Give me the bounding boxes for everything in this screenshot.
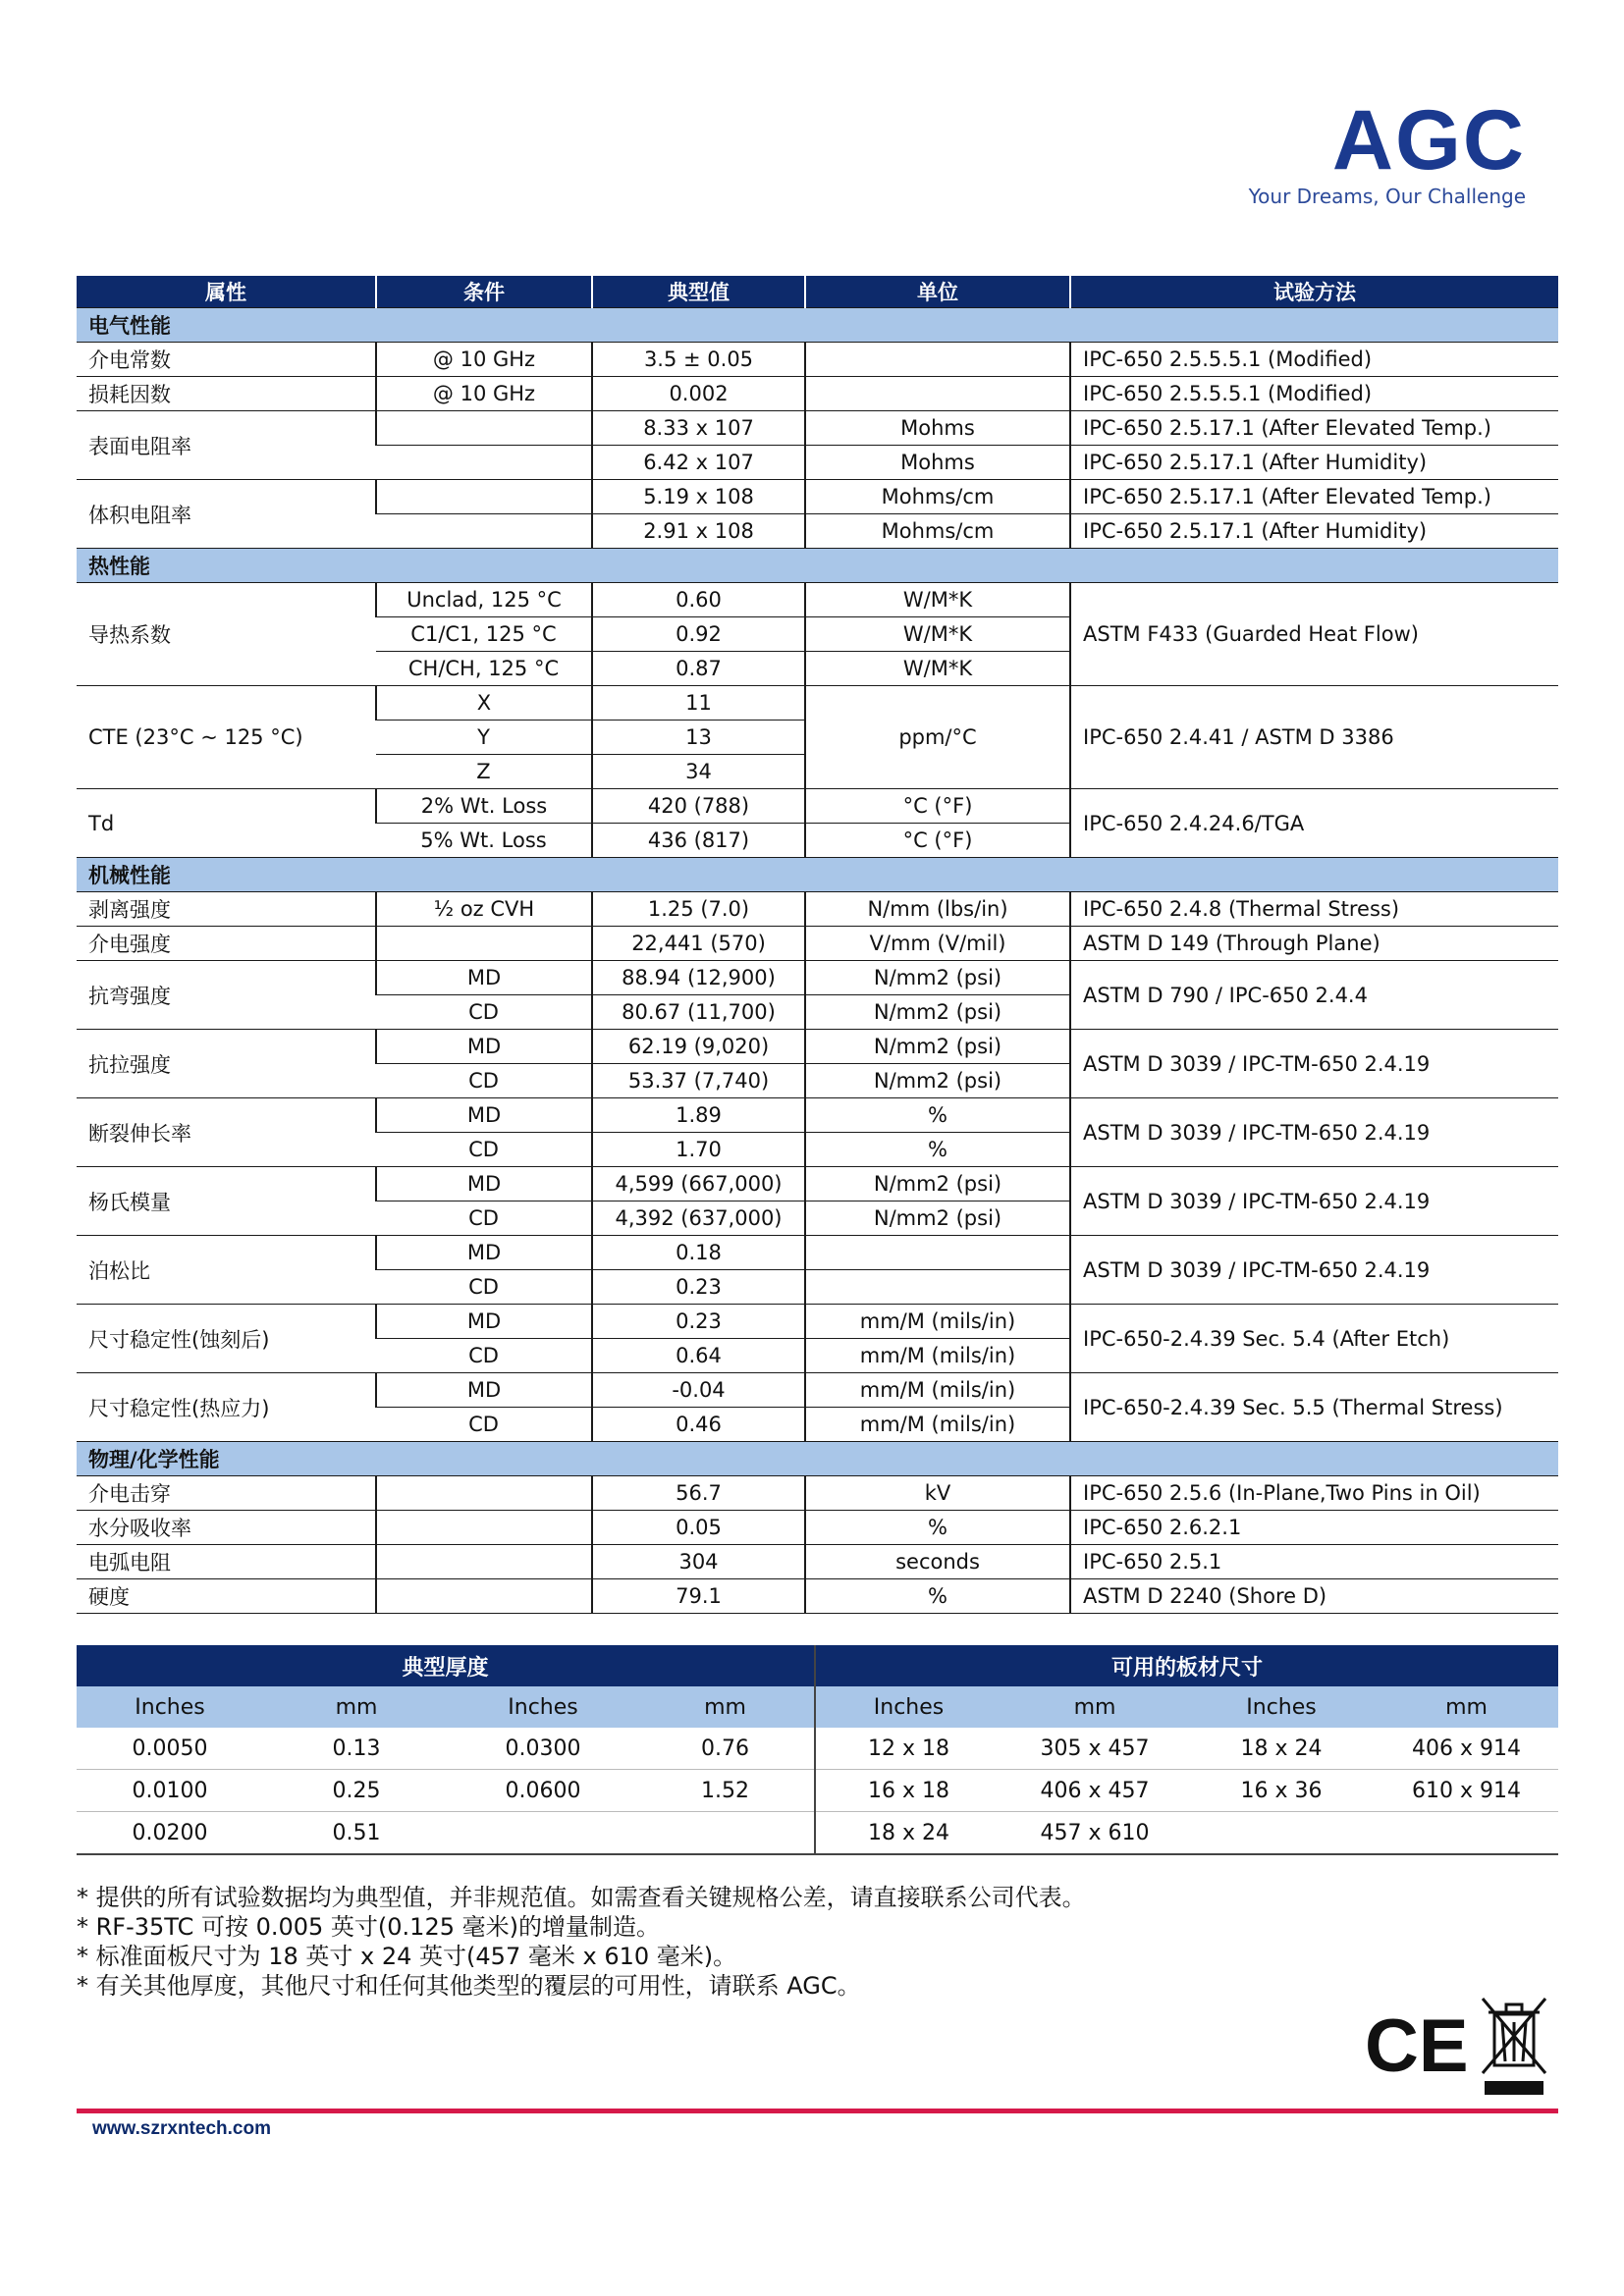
unit: °C (°F) xyxy=(805,789,1070,824)
test-method: IPC-650 2.4.41 / ASTM D 3386 xyxy=(1070,686,1558,789)
unit: N/mm2 (psi) xyxy=(805,961,1070,995)
condition xyxy=(376,1511,592,1545)
typical-value: 8.33 x 107 xyxy=(592,411,805,446)
table-row xyxy=(77,1236,1558,1270)
unit-subheader: mm xyxy=(263,1686,450,1728)
property-name: CTE (23°C ~ 125 °C) xyxy=(77,686,376,789)
property-name: 介电击穿 xyxy=(77,1476,376,1511)
section-title: 电气性能 xyxy=(77,308,1558,343)
panel-size-value: 16 x 18 xyxy=(815,1770,1001,1812)
property-name: 表面电阻率 xyxy=(77,411,376,480)
section-title: 热性能 xyxy=(77,549,1558,583)
condition: MD xyxy=(376,1030,592,1064)
panel-size-value xyxy=(1375,1812,1558,1855)
footer-url[interactable]: www.szrxntech.com xyxy=(92,2118,271,2139)
test-method: IPC-650-2.4.39 Sec. 5.5 (Thermal Stress) xyxy=(1070,1373,1558,1442)
condition: MD xyxy=(376,1236,592,1270)
table-row xyxy=(77,1545,1558,1579)
property-name: 尺寸稳定性(蚀刻后) xyxy=(77,1305,376,1373)
typical-value: 0.18 xyxy=(592,1236,805,1270)
panel-size-value: 406 x 457 xyxy=(1001,1770,1188,1812)
typical-value: 53.37 (7,740) xyxy=(592,1064,805,1098)
thickness-size-table xyxy=(77,1645,1558,1855)
test-method: ASTM D 3039 / IPC-TM-650 2.4.19 xyxy=(1070,1098,1558,1167)
typical-value: 80.67 (11,700) xyxy=(592,995,805,1030)
typical-value: 0.23 xyxy=(592,1305,805,1339)
condition: Unclad, 125 °C xyxy=(376,583,592,617)
condition xyxy=(376,514,592,549)
panel-size-value: 305 x 457 xyxy=(1001,1728,1188,1770)
unit: W/M*K xyxy=(805,652,1070,686)
condition: MD xyxy=(376,1167,592,1201)
typical-value: 22,441 (570) xyxy=(592,927,805,961)
typical-value: 0.23 xyxy=(592,1270,805,1305)
table-row xyxy=(77,343,1558,377)
properties-table xyxy=(77,276,1558,1614)
test-method: ASTM F433 (Guarded Heat Flow) xyxy=(1070,583,1558,686)
table-row xyxy=(77,1098,1558,1133)
condition: X xyxy=(376,686,592,721)
property-name: 抗拉强度 xyxy=(77,1030,376,1098)
table-row xyxy=(77,892,1558,927)
condition: CD xyxy=(376,1408,592,1442)
condition: 5% Wt. Loss xyxy=(376,824,592,858)
condition xyxy=(376,1476,592,1511)
table-row xyxy=(77,1579,1558,1614)
typical-value: 62.19 (9,020) xyxy=(592,1030,805,1064)
property-name: 水分吸收率 xyxy=(77,1511,376,1545)
condition: C1/C1, 125 °C xyxy=(376,617,592,652)
condition: Y xyxy=(376,721,592,755)
unit: Mohms/cm xyxy=(805,514,1070,549)
test-method: IPC-650 2.5.5.5.1 (Modified) xyxy=(1070,377,1558,411)
test-method: IPC-650 2.5.1 xyxy=(1070,1545,1558,1579)
condition xyxy=(376,1545,592,1579)
unit-subheader: mm xyxy=(1001,1686,1188,1728)
section-title: 机械性能 xyxy=(77,858,1558,892)
panel-size-value: 18 x 24 xyxy=(1188,1728,1375,1770)
typical-value: -0.04 xyxy=(592,1373,805,1408)
thickness-value: 0.0300 xyxy=(450,1728,636,1770)
unit: % xyxy=(805,1579,1070,1614)
condition: 2% Wt. Loss xyxy=(376,789,592,824)
property-name: 介电强度 xyxy=(77,927,376,961)
typical-value: 56.7 xyxy=(592,1476,805,1511)
panel-size-value xyxy=(1188,1812,1375,1855)
table-row xyxy=(77,1167,1558,1201)
condition: CD xyxy=(376,1270,592,1305)
table-row xyxy=(77,1812,1558,1855)
typical-value: 420 (788) xyxy=(592,789,805,824)
unit: % xyxy=(805,1511,1070,1545)
table-row xyxy=(77,1305,1558,1339)
panel-size-value: 457 x 610 xyxy=(1001,1812,1188,1855)
unit: mm/M (mils/in) xyxy=(805,1339,1070,1373)
column-header: 典型值 xyxy=(592,276,805,308)
weee-bin-icon xyxy=(1483,1999,1545,2073)
typical-value: 11 xyxy=(592,686,805,721)
typical-value: 0.64 xyxy=(592,1339,805,1373)
unit: Mohms xyxy=(805,446,1070,480)
property-name: 体积电阻率 xyxy=(77,480,376,549)
typical-thickness-title: 典型厚度 xyxy=(77,1645,815,1686)
typical-value: 34 xyxy=(592,755,805,789)
typical-value: 1.70 xyxy=(592,1133,805,1167)
unit: Mohms/cm xyxy=(805,480,1070,514)
table-row xyxy=(77,1770,1558,1812)
typical-value: 6.42 x 107 xyxy=(592,446,805,480)
typical-value: 79.1 xyxy=(592,1579,805,1614)
panel-size-value: 12 x 18 xyxy=(815,1728,1001,1770)
unit: N/mm2 (psi) xyxy=(805,1167,1070,1201)
unit: mm/M (mils/in) xyxy=(805,1305,1070,1339)
property-name: 硬度 xyxy=(77,1579,376,1614)
test-method: IPC-650-2.4.39 Sec. 5.4 (After Etch) xyxy=(1070,1305,1558,1373)
typical-value: 0.05 xyxy=(592,1511,805,1545)
condition: MD xyxy=(376,1373,592,1408)
footnote: * 有关其他厚度，其他尺寸和任何其他类型的覆层的可用性，请联系 AGC。 xyxy=(77,1972,861,2000)
panel-size-value: 18 x 24 xyxy=(815,1812,1001,1855)
condition: CD xyxy=(376,1064,592,1098)
typical-value: 0.92 xyxy=(592,617,805,652)
footnote: * RF-35TC 可按 0.005 英寸(0.125 毫米)的增量制造。 xyxy=(77,1913,660,1941)
thickness-value: 0.0100 xyxy=(77,1770,263,1812)
condition: CD xyxy=(376,1133,592,1167)
thickness-value: 1.52 xyxy=(636,1770,815,1812)
property-name: 剥离强度 xyxy=(77,892,376,927)
condition: CD xyxy=(376,1201,592,1236)
condition xyxy=(376,927,592,961)
table-row xyxy=(77,927,1558,961)
condition: MD xyxy=(376,1098,592,1133)
typical-value: 0.60 xyxy=(592,583,805,617)
unit xyxy=(805,1270,1070,1305)
property-name: 电弧电阻 xyxy=(77,1545,376,1579)
table-row xyxy=(77,583,1558,617)
condition: Z xyxy=(376,755,592,789)
panel-size-value: 406 x 914 xyxy=(1375,1728,1558,1770)
unit: N/mm2 (psi) xyxy=(805,1064,1070,1098)
test-method: IPC-650 2.5.17.1 (After Humidity) xyxy=(1070,446,1558,480)
compliance-marks xyxy=(1365,1993,1561,2105)
test-method: ASTM D 790 / IPC-650 2.4.4 xyxy=(1070,961,1558,1030)
agc-logo xyxy=(1248,93,1526,208)
property-name: 泊松比 xyxy=(77,1236,376,1305)
unit: W/M*K xyxy=(805,583,1070,617)
column-header: 属性 xyxy=(77,276,376,308)
typical-value: 0.46 xyxy=(592,1408,805,1442)
table-row xyxy=(77,377,1558,411)
thickness-value xyxy=(450,1812,636,1855)
test-method: IPC-650 2.5.17.1 (After Humidity) xyxy=(1070,514,1558,549)
typical-value: 3.5 ± 0.05 xyxy=(592,343,805,377)
condition: CD xyxy=(376,995,592,1030)
footnote: * 提供的所有试验数据均为典型值，并非规范值。如需查看关键规格公差，请直接联系公司代表。 xyxy=(77,1884,1086,1911)
table-row xyxy=(77,1373,1558,1408)
test-method: ASTM D 3039 / IPC-TM-650 2.4.19 xyxy=(1070,1236,1558,1305)
unit: N/mm2 (psi) xyxy=(805,1030,1070,1064)
condition: MD xyxy=(376,961,592,995)
test-method: IPC-650 2.5.17.1 (After Elevated Temp.) xyxy=(1070,480,1558,514)
typical-value: 2.91 x 108 xyxy=(592,514,805,549)
ce-weee-icon xyxy=(1365,1993,1561,2101)
unit: W/M*K xyxy=(805,617,1070,652)
thickness-value: 0.51 xyxy=(263,1812,450,1855)
table-row xyxy=(77,1030,1558,1064)
typical-value: 4,599 (667,000) xyxy=(592,1167,805,1201)
unit: Mohms xyxy=(805,411,1070,446)
condition: @ 10 GHz xyxy=(376,343,592,377)
condition xyxy=(376,480,592,514)
thickness-value: 0.25 xyxy=(263,1770,450,1812)
test-method: ASTM D 149 (Through Plane) xyxy=(1070,927,1558,961)
footnotes xyxy=(77,1883,1086,2001)
property-name: 断裂伸长率 xyxy=(77,1098,376,1167)
unit: seconds xyxy=(805,1545,1070,1579)
condition: CD xyxy=(376,1339,592,1373)
unit: N/mm2 (psi) xyxy=(805,995,1070,1030)
thickness-value: 0.76 xyxy=(636,1728,815,1770)
table-row xyxy=(77,480,1558,514)
panel-size-value: 610 x 914 xyxy=(1375,1770,1558,1812)
test-method: ASTM D 2240 (Shore D) xyxy=(1070,1579,1558,1614)
unit: N/mm (lbs/in) xyxy=(805,892,1070,927)
logo-tagline: Your Dreams, Our Challenge xyxy=(1248,185,1526,208)
footer-rule xyxy=(77,2109,1558,2113)
thickness-value: 0.0600 xyxy=(450,1770,636,1812)
thickness-value xyxy=(636,1812,815,1855)
unit: kV xyxy=(805,1476,1070,1511)
unit-subheader: Inches xyxy=(815,1686,1001,1728)
table-row xyxy=(77,961,1558,995)
column-header: 单位 xyxy=(805,276,1070,308)
column-header: 条件 xyxy=(376,276,592,308)
table-row xyxy=(77,1476,1558,1511)
table-row xyxy=(77,789,1558,824)
test-method: ASTM D 3039 / IPC-TM-650 2.4.19 xyxy=(1070,1030,1558,1098)
unit xyxy=(805,343,1070,377)
unit-subheader: Inches xyxy=(1188,1686,1375,1728)
thickness-value: 0.0050 xyxy=(77,1728,263,1770)
table-row xyxy=(77,1728,1558,1770)
unit-subheader: Inches xyxy=(77,1686,263,1728)
typical-value: 5.19 x 108 xyxy=(592,480,805,514)
property-name: 损耗因数 xyxy=(77,377,376,411)
typical-value: 304 xyxy=(592,1545,805,1579)
property-name: Td xyxy=(77,789,376,858)
condition: @ 10 GHz xyxy=(376,377,592,411)
property-name: 尺寸稳定性(热应力) xyxy=(77,1373,376,1442)
test-method: IPC-650 2.5.6 (In-Plane,Two Pins in Oil) xyxy=(1070,1476,1558,1511)
property-name: 导热系数 xyxy=(77,583,376,686)
test-method: IPC-650 2.4.8 (Thermal Stress) xyxy=(1070,892,1558,927)
condition: MD xyxy=(376,1305,592,1339)
test-method: ASTM D 3039 / IPC-TM-650 2.4.19 xyxy=(1070,1167,1558,1236)
condition xyxy=(376,1579,592,1614)
typical-value: 0.87 xyxy=(592,652,805,686)
unit: mm/M (mils/in) xyxy=(805,1408,1070,1442)
thickness-value: 0.0200 xyxy=(77,1812,263,1855)
unit: °C (°F) xyxy=(805,824,1070,858)
unit: mm/M (mils/in) xyxy=(805,1373,1070,1408)
unit: ppm/°C xyxy=(805,686,1070,789)
condition: CH/CH, 125 °C xyxy=(376,652,592,686)
property-name: 介电常数 xyxy=(77,343,376,377)
unit: V/mm (V/mil) xyxy=(805,927,1070,961)
table-row xyxy=(77,411,1558,446)
table-row xyxy=(77,686,1558,721)
column-header: 试验方法 xyxy=(1070,276,1558,308)
condition: ½ oz CVH xyxy=(376,892,592,927)
unit xyxy=(805,377,1070,411)
condition xyxy=(376,446,592,480)
property-name: 杨氏模量 xyxy=(77,1167,376,1236)
typical-value: 88.94 (12,900) xyxy=(592,961,805,995)
table-row xyxy=(77,1511,1558,1545)
ce-mark: CE xyxy=(1365,2004,1469,2088)
panel-size-value: 16 x 36 xyxy=(1188,1770,1375,1812)
typical-value: 1.89 xyxy=(592,1098,805,1133)
typical-value: 1.25 (7.0) xyxy=(592,892,805,927)
section-title: 物理/化学性能 xyxy=(77,1442,1558,1476)
typical-value: 13 xyxy=(592,721,805,755)
footnote: * 标准面板尺寸为 18 英寸 x 24 英寸(457 毫米 x 610 毫米)。 xyxy=(77,1943,737,1970)
unit: % xyxy=(805,1098,1070,1133)
typical-value: 0.002 xyxy=(592,377,805,411)
logo-mark: AGC xyxy=(1331,93,1526,187)
unit-subheader: mm xyxy=(1375,1686,1558,1728)
unit: % xyxy=(805,1133,1070,1167)
test-method: IPC-650 2.5.5.5.1 (Modified) xyxy=(1070,343,1558,377)
unit: N/mm2 (psi) xyxy=(805,1201,1070,1236)
unit-subheader: Inches xyxy=(450,1686,636,1728)
test-method: IPC-650 2.6.2.1 xyxy=(1070,1511,1558,1545)
typical-value: 436 (817) xyxy=(592,824,805,858)
unit-subheader: mm xyxy=(636,1686,815,1728)
thickness-value: 0.13 xyxy=(263,1728,450,1770)
condition xyxy=(376,411,592,446)
typical-value: 4,392 (637,000) xyxy=(592,1201,805,1236)
panel-size-title: 可用的板材尺寸 xyxy=(815,1645,1558,1686)
unit xyxy=(805,1236,1070,1270)
test-method: IPC-650 2.4.24.6/TGA xyxy=(1070,789,1558,858)
test-method: IPC-650 2.5.17.1 (After Elevated Temp.) xyxy=(1070,411,1558,446)
property-name: 抗弯强度 xyxy=(77,961,376,1030)
